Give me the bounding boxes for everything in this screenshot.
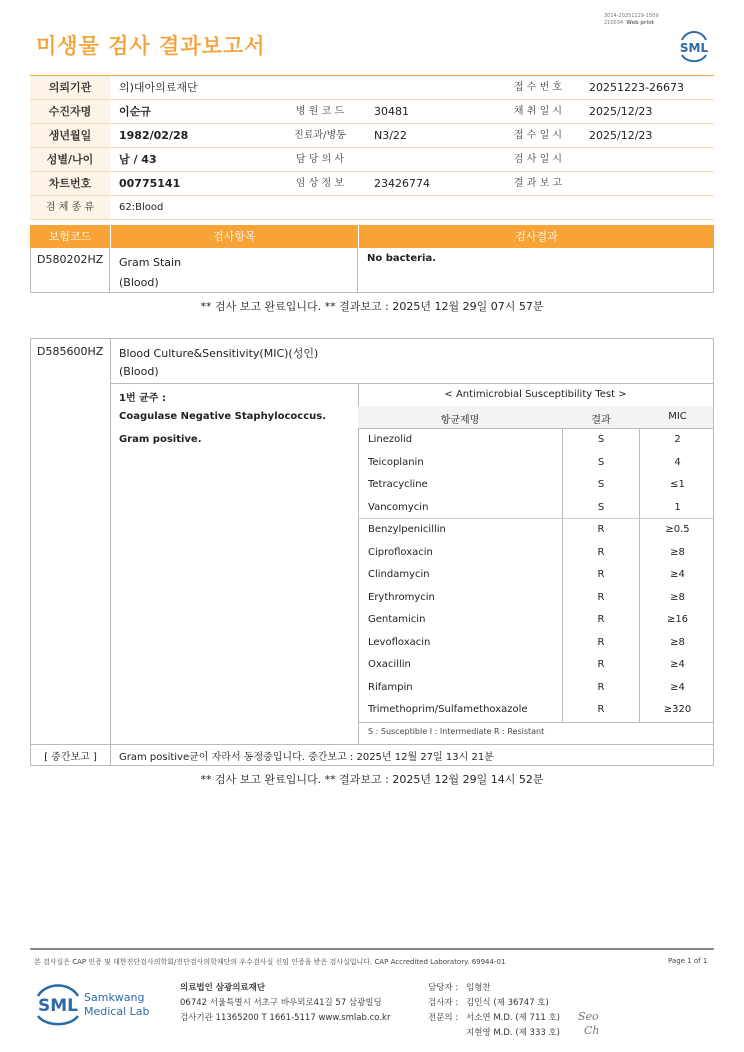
test-block-blood-culture xyxy=(30,338,714,766)
samkwang-logo xyxy=(36,980,166,1032)
drug-name: Erythromycin xyxy=(368,591,435,603)
header-code: 보험코드 xyxy=(30,225,111,248)
drug-mic: ≥8 xyxy=(670,591,685,603)
drug-mic: 1 xyxy=(674,501,681,513)
specimen-label: 검 체 종 류 xyxy=(30,196,110,219)
drug-result: R xyxy=(597,704,605,715)
drug-result: R xyxy=(597,569,605,580)
drug-mic: ≥4 xyxy=(670,659,685,670)
drug-mic: ≥8 xyxy=(670,636,685,648)
info-value xyxy=(580,148,714,171)
info-label: 검 사 일 시 xyxy=(513,154,563,165)
info-value: 23426774 xyxy=(374,177,430,190)
drug-result: R xyxy=(597,681,605,693)
info-label: 진료과/병동 xyxy=(294,130,346,141)
drug-result: S xyxy=(597,456,605,468)
report-title: 미생물 검사 결과보고서 xyxy=(36,34,266,58)
info-label: 채 취 일 시 xyxy=(513,106,563,117)
drug-name: Levofloxacin xyxy=(368,636,431,648)
staff-row: 검사자 : 김민식 (제 36747 호) xyxy=(428,998,549,1008)
info-row xyxy=(30,76,714,100)
drug-mic: ≤1 xyxy=(670,479,685,490)
info-label: 담 당 의 사 xyxy=(295,154,345,165)
patient-info-table xyxy=(30,75,714,220)
footer-logo-sub1: Samkwang xyxy=(84,991,145,1004)
info-value: 30481 xyxy=(374,105,409,118)
drug-mic: 2 xyxy=(674,434,681,445)
info-value: 2025/12/23 xyxy=(589,105,653,118)
info-value: 남 / 43 xyxy=(119,153,157,166)
organism-name: Coagulase Negative Staphylococcus. xyxy=(119,411,327,422)
test-name: Blood Culture&Sensitivity(MIC)(성인) xyxy=(119,347,319,360)
patient-name: 이순규 xyxy=(119,105,151,118)
doctor-signature: Seo Ch xyxy=(578,1010,600,1037)
drug-result: R xyxy=(597,614,605,625)
info-value xyxy=(580,172,714,195)
lab-org-name: 의료법인 삼광의료재단 xyxy=(180,983,266,993)
drug-name: Ciprofloxacin xyxy=(368,546,433,558)
info-value xyxy=(360,148,496,171)
info-value: 2025/12/23 xyxy=(589,129,653,142)
strain-label: 1번 균주 : xyxy=(119,393,166,404)
chart-number: 00775141 xyxy=(119,177,181,190)
drug-result: S xyxy=(597,501,605,513)
drug-name: Vancomycin xyxy=(368,501,429,513)
test-item xyxy=(110,248,358,292)
info-label: 접 수 번 호 xyxy=(513,82,563,93)
info-label: 성별/나이 xyxy=(30,148,110,171)
info-value: 20251223-26673 xyxy=(589,81,684,94)
interim-report-label: [ 중간보고 ] xyxy=(44,752,97,763)
result-table-header xyxy=(30,225,714,248)
drug-name: Linezolid xyxy=(368,434,413,445)
header-result: 검사결과 xyxy=(515,230,558,243)
drug-result: R xyxy=(597,546,605,558)
info-row xyxy=(30,172,714,196)
drug-name: Trimethoprim/Sulfamethoxazole xyxy=(368,704,528,715)
info-label: 결 과 보 고 xyxy=(513,178,563,189)
footer-logo-sub2: Medical Lab xyxy=(84,1005,150,1018)
sml-logo-icon xyxy=(676,28,712,64)
staff-row: 지현영 M.D. (제 333 호) xyxy=(466,1028,561,1038)
test-name: Gram Stain xyxy=(119,256,182,269)
info-value: N3/22 xyxy=(374,129,407,142)
info-label xyxy=(280,76,360,99)
drug-mic: ≥320 xyxy=(663,704,692,715)
footer-logo-text: SML xyxy=(38,996,78,1016)
drug-result: R xyxy=(597,591,605,603)
drug-result: R xyxy=(597,524,605,535)
drug-name: Benzylpenicillin xyxy=(368,524,446,535)
drug-result: R xyxy=(597,636,605,648)
col-drug-header: 항균제명 xyxy=(440,415,480,426)
drug-result: R xyxy=(597,659,605,670)
staff-row: 담당자 : 임형찬 xyxy=(428,983,491,993)
document-code-line1: 3014-20251229-1509 xyxy=(604,13,659,19)
gram-result: Gram positive. xyxy=(119,434,202,445)
drug-mic: ≥4 xyxy=(670,681,685,693)
report-complete-2: ** 검사 보고 완료입니다. ** 결과보고 : 2025년 12월 29일 14시 52분 xyxy=(200,773,544,786)
col-result-header: 결과 xyxy=(591,415,611,426)
test-result: No bacteria. xyxy=(367,253,437,264)
test-specimen: (Blood) xyxy=(119,276,159,289)
interim-report-text: Gram positive균이 자라서 동정중입니다. 중간보고 : 2025년 12월 27일 13시 21분 xyxy=(119,752,494,763)
info-row xyxy=(30,148,714,172)
lab-address: 06742 서울특별시 서초구 바우뫼로41길 57 삼광빌딩 xyxy=(180,998,382,1008)
header-item: 검사항목 xyxy=(111,225,359,248)
drug-mic: ≥8 xyxy=(670,546,685,558)
info-value: 1982/02/28 xyxy=(119,129,189,142)
drug-name: Rifampin xyxy=(368,681,413,693)
drug-mic: ≥16 xyxy=(666,614,689,625)
document-code xyxy=(604,13,659,27)
drug-result: S xyxy=(597,479,605,490)
info-row xyxy=(30,124,714,148)
info-label: 의뢰기관 xyxy=(30,76,110,99)
staff-row: 전문의 : 서소연 M.D. (제 711 호) xyxy=(428,1013,561,1023)
test-item xyxy=(119,345,318,381)
col-mic-header: MIC xyxy=(668,411,687,422)
accreditation-note: 본 검사실은 CAP 인증 및 대한진단검사의학회/진단검사의학재단의 우수검사실 신임 인증을 받은 검사실입니다. CAP Accredited Laboratory. 69944-01 xyxy=(34,958,506,966)
drug-name: Tetracycline xyxy=(368,479,428,490)
info-label: 생년월일 xyxy=(30,124,110,147)
drug-result: S xyxy=(597,434,605,445)
footer-divider xyxy=(30,948,714,950)
drug-mic: 4 xyxy=(674,456,681,468)
page-number: Page 1 of 1 xyxy=(668,957,708,965)
lab-info xyxy=(180,981,390,1026)
info-value xyxy=(360,76,496,99)
drug-name: Oxacillin xyxy=(368,659,411,670)
susceptibility-legend: S : Susceptible I : Intermediate R : Resistant xyxy=(368,727,545,736)
info-value: 의)대아의료재단 xyxy=(119,81,198,94)
drug-name: Clindamycin xyxy=(368,569,430,580)
test-specimen: (Blood) xyxy=(119,365,159,378)
document-code-line2: 210034 Web print xyxy=(604,20,655,26)
drug-mic: ≥0.5 xyxy=(665,524,690,535)
info-label: 병 원 코 드 xyxy=(295,106,345,117)
drug-name: Gentamicin xyxy=(368,614,426,625)
info-label: 접 수 일 시 xyxy=(513,130,563,141)
info-row xyxy=(30,196,714,220)
info-label: 임 상 정 보 xyxy=(295,178,345,189)
test-row-gram-stain xyxy=(30,248,714,293)
test-code: D585600HZ xyxy=(37,345,104,358)
drug-mic: ≥4 xyxy=(670,569,685,580)
drug-name: Teicoplanin xyxy=(368,456,424,468)
test-code: D580202HZ xyxy=(31,248,110,292)
ast-title: < Antimicrobial Susceptibility Test > xyxy=(444,389,627,400)
report-complete-1: ** 검사 보고 완료입니다. ** 결과보고 : 2025년 12월 29일 07시 57분 xyxy=(200,300,544,313)
lab-contact: 검사기관 11365200 T 1661-5117 www.smlab.co.kr xyxy=(180,1013,391,1023)
staff-list xyxy=(428,981,560,1041)
specimen-value: 62:Blood xyxy=(119,202,164,213)
sml-logo-text: SML xyxy=(679,41,709,55)
info-label: 수진자명 xyxy=(30,100,110,123)
info-label: 차트번호 xyxy=(30,172,110,195)
info-row xyxy=(30,100,714,124)
